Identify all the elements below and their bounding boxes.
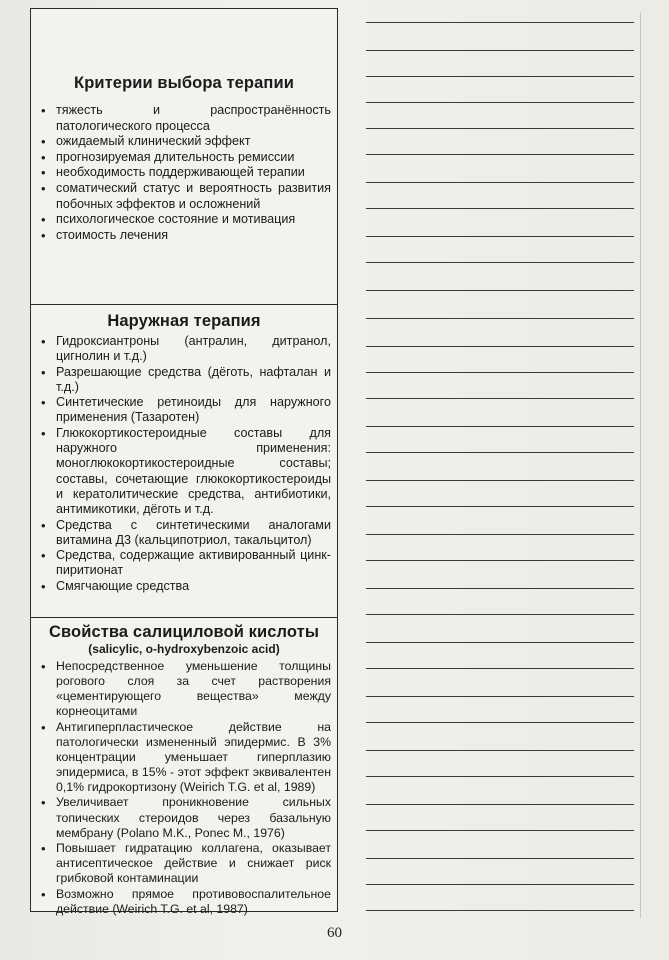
list-item: • Увеличивает проникновение сильных топических стероидов через базальную мембрану (Polano M.K., Ponec M., 1976) — [39, 795, 331, 840]
note-line — [366, 534, 634, 535]
page-number: 60 — [327, 925, 342, 941]
note-line — [366, 642, 634, 643]
note-line — [366, 154, 634, 155]
list-item: • необходимость поддерживающей терапии — [39, 165, 331, 181]
criteria-list — [31, 103, 337, 243]
criteria-section — [31, 9, 337, 305]
note-line — [366, 614, 634, 615]
salicylic-list — [31, 659, 337, 917]
note-line — [366, 102, 634, 103]
list-item: • стоимость лечения — [39, 228, 331, 244]
list-item: • Синтетические ретиноиды для наружного применения (Тазаротен) — [39, 395, 331, 426]
salicylic-section — [31, 618, 337, 916]
note-line — [366, 346, 634, 347]
list-item: • ожидаемый клинический эффект — [39, 134, 331, 150]
list-item: • Смягчающие средства — [39, 579, 331, 594]
list-item: • Гидроксиантроны (антралин, дитранол, цигнолин и т.д.) — [39, 334, 331, 365]
list-item: • Средства с синтетическими аналогами витамина Д3 (кальципотриол, такальцитол) — [39, 518, 331, 549]
list-item: • Антигиперпластическое действие на патологически измененный эпидермис. В 3% концентрации уменьшает гиперплазию эпидермиса, в 15% - этот эффект эквивалентен 0,1% гидрокортизону (Weirich T.G. et al, 1989) — [39, 720, 331, 795]
criteria-title: Критерии выбора терапии — [74, 74, 294, 92]
list-item: • психологическое состояние и мотивация — [39, 212, 331, 228]
note-line — [366, 262, 634, 263]
list-item: • тяжесть и распространённость патологического процесса — [39, 103, 331, 134]
list-item: • Возможно прямое противовоспалительное действие (Weirich T.G. et al, 1987) — [39, 887, 331, 917]
note-line — [366, 208, 634, 209]
note-line — [366, 452, 634, 453]
external-therapy-section — [31, 305, 337, 618]
note-line — [366, 858, 634, 859]
note-line — [366, 76, 634, 77]
note-line — [366, 696, 634, 697]
note-line — [366, 372, 634, 373]
external-therapy-title: Наружная терапия — [107, 312, 261, 330]
notes-column — [352, 0, 652, 960]
note-line — [366, 776, 634, 777]
external-therapy-list — [31, 334, 337, 594]
note-line — [366, 182, 634, 183]
note-line — [366, 22, 634, 23]
note-line — [366, 910, 634, 911]
note-line — [366, 290, 634, 291]
list-item: • Разрешающие средства (дёготь, нафталан и т.д.) — [39, 365, 331, 396]
note-line — [366, 884, 634, 885]
note-line — [366, 668, 634, 669]
list-item: • прогнозируемая длительность ремиссии — [39, 150, 331, 166]
note-line — [366, 398, 634, 399]
note-line — [366, 750, 634, 751]
note-line — [366, 830, 634, 831]
note-line — [366, 804, 634, 805]
content-column — [30, 8, 338, 916]
note-line — [366, 318, 634, 319]
salicylic-subtitle: (salicylic, o-hydroxybenzoic acid) — [88, 642, 280, 656]
note-line — [366, 506, 634, 507]
note-line — [366, 50, 634, 51]
list-item: • соматический статус и вероятность развития побочных эффектов и осложнений — [39, 181, 331, 212]
note-line — [366, 722, 634, 723]
note-line — [366, 426, 634, 427]
list-item: • Средства, содержащие активированный цинк-пиритионат — [39, 548, 331, 579]
salicylic-title: Свойства салициловой кислоты — [48, 623, 320, 641]
list-item: • Непосредственное уменьшение толщины рогового слоя за счет растворения «цементирующего вещества» между корнеоцитами — [39, 659, 331, 719]
list-item: • Глюкокортикостероидные составы для наружного применения: моноглюкокортикостероидные составы; составы, сочетающие глюкокортикостероиды и кератолитические средства, антибиотики, антимикотики, дёготь и т.д. — [39, 426, 331, 518]
note-line — [366, 236, 634, 237]
note-line — [366, 480, 634, 481]
bleed-through-text — [362, 66, 642, 100]
note-line — [366, 128, 634, 129]
note-line — [366, 588, 634, 589]
list-item: • Повышает гидратацию коллагена, оказывает антисептическое действие и снижает риск грибковой контаминации — [39, 841, 331, 886]
note-line — [366, 560, 634, 561]
